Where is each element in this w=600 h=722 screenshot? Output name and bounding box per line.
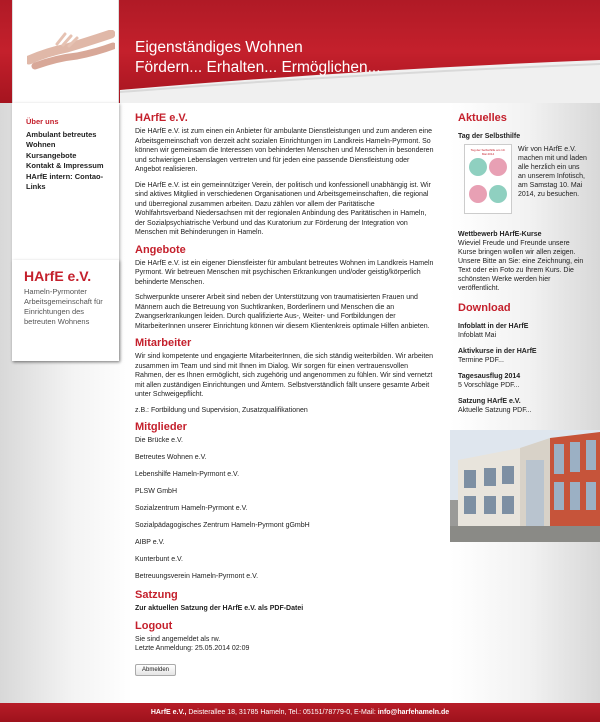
download-item-title: Infoblatt in der HArfE	[458, 323, 529, 330]
download-item	[458, 322, 588, 340]
member-item: Betreutes Wohnen e.V.	[135, 454, 207, 461]
intro-paragraph-2: Die HArfE e.V. ist ein gemeinnütziger Verein, der politisch und konfessionell unabhängig ist. Wir sind aktives Mitglied in verschiedenen Organisationen und Arbeitsgemeinschaften, die regional und überregional zusammen arbeiten. Dazu zählen vor allem der Paritätische Wohlfahrtsverband Niedersachsen mit der regionalen Anbindung des Paritätischen in Hameln, der Sozialpsychiatrische Verbund und das Kuratorium zur Förderung der Integration von Menschen mit Behinderungen in Hameln.	[135, 181, 431, 236]
member-item: Sozialpädagogisches Zentrum Hameln-Pyrmont gGmbH	[135, 522, 310, 529]
download-item	[458, 372, 588, 390]
mitarbeiter-paragraph-1: Wir sind kompetente und engagierte MitarbeiterInnen, die sich ständig weiterbilden. Wir arbeiten zusammen im Team und sind mit Ihnen im Dialog. Wir sorgen für einen vertrauensvollen Rahmen, der es Ihnen ermöglicht, sich zugehörig und angenommen zu fühlen. Wir sind vernetzt mit allen zuständigen Einrichtungen und Ämtern. Selbstverständlich fällt unsere gesamte Arbeit unter Schweigepflicht.	[135, 353, 434, 398]
header-hands-image	[12, 0, 119, 103]
nav-item-ueber-uns[interactable]: Über uns	[26, 117, 59, 126]
member-item: PLSW GmbH	[135, 488, 178, 495]
flyer-circle-icon	[469, 158, 487, 176]
tagline-line-2: Fördern... Erhalten... Ermöglichen...	[135, 59, 381, 76]
download-item-link[interactable]: Infoblatt Mai	[458, 332, 497, 339]
download-title: Download	[458, 302, 511, 314]
selbsthilfe-flyer-image[interactable]	[464, 144, 512, 214]
member-item: AIBP e.V.	[135, 539, 165, 546]
nav-item-ambulant-betreutes-wohnen[interactable]: Ambulant betreutes Wohnen	[26, 129, 97, 149]
angebote-paragraph-2: Schwerpunkte unserer Arbeit sind neben der Unterstützung von traumatisierten Frauen und Männern auch die Betreuung von Suchtkranken, Borderlinern und Menschen die an Zwangserkrankungen leiden. Durch qualifizierte Aus-, Weiter- und Fortbildungen der MitarbeiterInnen unserer Einrichtung können wir diesem Klientenkreis optimale Hilfen anbieten.	[135, 294, 430, 330]
download-item-title: Tagesausflug 2014	[458, 373, 521, 380]
download-item-link[interactable]: Aktuelle Satzung PDF...	[458, 407, 532, 414]
section-title-satzung: Satzung	[135, 589, 178, 601]
nav-item-kontakt-impressum[interactable]: Kontakt & Impressum	[26, 161, 104, 170]
mitarbeiter-paragraph-2: z.B.: Fortbildung und Supervision, Zusatzqualifikationen	[135, 406, 308, 414]
section-title-mitglieder: Mitglieder	[135, 421, 187, 433]
footer-email-link[interactable]: info@harfehameln.de	[377, 709, 450, 716]
flyer-circle-icon	[489, 158, 507, 176]
nav-item-kursangebote[interactable]: Kursangebote	[26, 150, 77, 160]
download-item-title: Aktivkurse in der HArfE	[458, 348, 537, 355]
news1-title: Tag der Selbsthilfe	[458, 133, 521, 140]
tagline-line-1: Eigenständiges Wohnen	[135, 39, 303, 56]
hands-icon	[27, 30, 115, 70]
download-item-link[interactable]: 5 Vorschläge PDF...	[458, 382, 520, 389]
building-photo	[450, 430, 600, 542]
download-item	[458, 347, 588, 365]
flyer-text: Tag der Selbsthilfe am 10. Mai 2014	[470, 148, 506, 156]
brand-title: HArfE e.V.	[24, 268, 92, 284]
section-title-angebote: Angebote	[135, 243, 186, 256]
news2-text: Wieviel Freude und Freunde unsere Kurse bringen wollen wir allen zeigen. Unsere Bitte an Sie: eine Zeichnung, ein Text oder ein Foto zu Ihrem Kurs. Die schönsten Werke werden hier veröffentlicht.	[458, 240, 584, 292]
download-item-title: Satzung HArfE e.V.	[458, 398, 521, 405]
brand-subtitle: Hameln-Pyrmonter Arbeitsgemeinschaft für Einrichtungen des betreuten Wohnens	[24, 287, 103, 326]
flyer-circle-icon	[489, 185, 507, 203]
logout-button[interactable]: Abmelden	[135, 664, 176, 676]
main-content	[135, 112, 435, 676]
nav-item-harfe-intern[interactable]: HArfE intern: Contao-Links	[26, 171, 104, 191]
news-title: Aktuelles	[458, 112, 507, 124]
news1-text: Wir von HArfE e.V. machen mit und laden alle herzlich ein uns an unserem Infotisch, am Samstag 10. Mai 2014, zu besuchen.	[518, 146, 587, 198]
right-sidebar	[458, 112, 588, 422]
intro-paragraph-1: Die HArfE e.V. ist zum einen ein Anbieter für ambulante Dienstleistungen und zum anderen eine Arbeitsgemeinschaft von derzeit acht sozialen Einrichtungen im Landkreis Hameln-Pyrmont. So können wir gemeinsam die Interessen von behinderten Menschen und Menschen in besonderen und schwierigen Lebenslagen vertreten und für jeden eine passende Dienstleistung oder Angebot realisieren.	[135, 128, 434, 173]
main-nav	[12, 103, 119, 193]
footer-address: Deisterallee 18, 31785 Hameln, Tel.: 05151/78779-0, E-Mail:	[186, 709, 378, 716]
member-item: Betreuungsverein Hameln-Pyrmont e.V.	[135, 573, 259, 580]
flyer-circle-icon	[469, 185, 487, 203]
member-item: Lebenshilfe Hameln-Pyrmont e.V.	[135, 471, 240, 478]
news2-title: Wettbewerb HArfE-Kurse	[458, 231, 542, 238]
logged-in-as-text: Sie sind angemeldet als rw.	[135, 635, 221, 643]
member-item: Sozialzentrum Hameln-Pyrmont e.V.	[135, 505, 248, 512]
header-tagline	[135, 38, 381, 78]
section-title-logout: Logout	[135, 619, 173, 632]
satzung-pdf-link[interactable]: Zur aktuellen Satzung der HArfE e.V. als PDF-Datei	[135, 605, 304, 612]
angebote-paragraph-1: Die HArfE e.V. ist ein eigener Dienstleister für ambulant betreutes Wohnen im Landkreis Hameln Pyrmont. Wir betreuen Menschen mit psychischen Erkrankungen und/oder geistig/körperlich behinderte Menschen.	[135, 259, 434, 286]
last-login-text: Letzte Anmeldung: 25.05.2014 02:09	[135, 645, 250, 652]
brand-box	[12, 260, 119, 361]
section-title-harfe: HArfE e.V.	[135, 112, 188, 124]
site-footer	[0, 703, 600, 722]
download-item-link[interactable]: Termine PDF...	[458, 357, 504, 364]
footer-org-name: HArfE e.V.,	[150, 709, 187, 716]
site-header	[0, 0, 600, 103]
member-item: Kunterbunt e.V.	[135, 556, 184, 563]
section-title-mitarbeiter: Mitarbeiter	[135, 337, 192, 349]
member-item: Die Brücke e.V.	[135, 437, 183, 444]
download-item	[458, 397, 588, 415]
